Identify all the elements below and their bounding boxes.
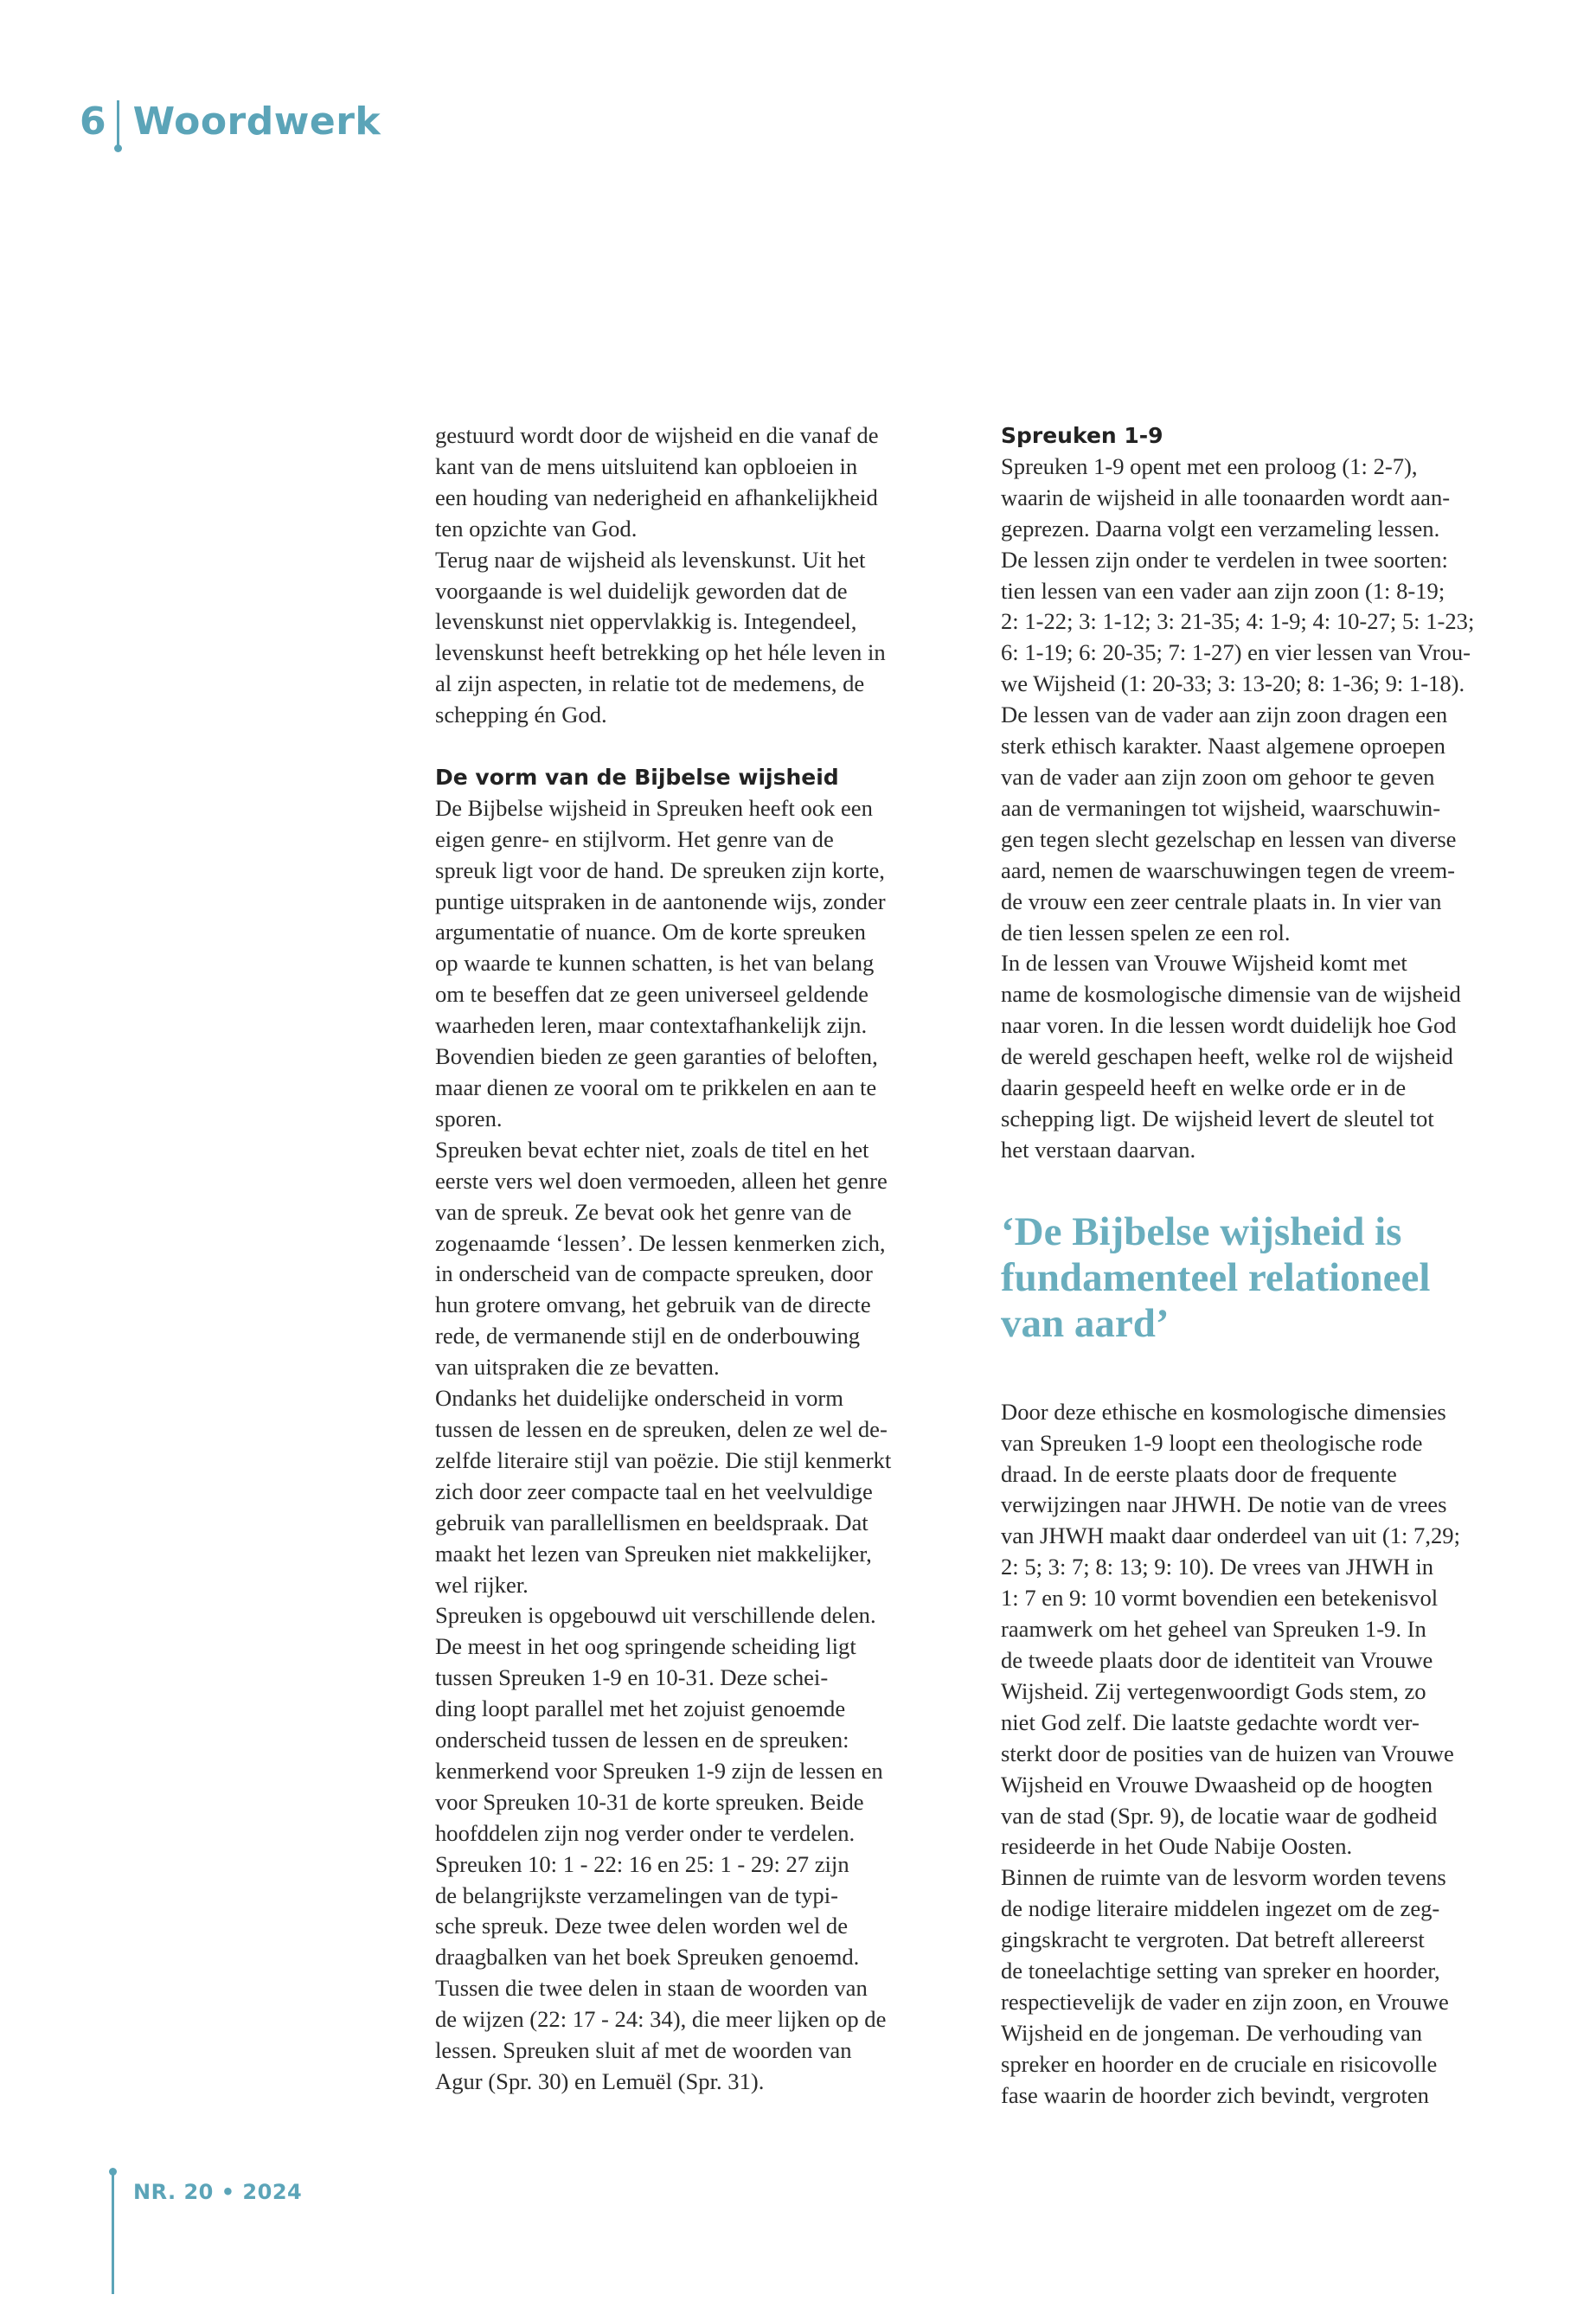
- paragraph-gap: [435, 731, 963, 762]
- footer-divider: [112, 2173, 114, 2294]
- issue-label: NR. 20 • 2024: [133, 2180, 303, 2204]
- left-paragraph-1: gestuurd wordt door de wijsheid en die vanaf de kant van de mens uitsluitend kan opbloeien in een houding van nederigheid en afhankelijkheid ten opzichte van God. Terug naar de wijsheid als levenskunst. Uit het voorgaande is wel duidelijk geworden dat de levenskunst niet oppervlakkig is. Integendeel, levenskunst heeft betrekking op het héle leven in al zijn aspecten, in relatie tot de medemens, de schepping én God.: [435, 422, 886, 728]
- page-header: [80, 95, 381, 147]
- page-number: 6: [80, 99, 106, 144]
- pull-quote: ‘De Bijbelse wijsheid is fundamenteel relationeel van aard’: [1001, 1208, 1431, 1346]
- left-heading: De vorm van de Bijbelse wijsheid: [435, 764, 839, 790]
- right-heading: Spreuken 1-9: [1001, 423, 1163, 448]
- left-paragraph-2: De Bijbelse wijsheid in Spreuken heeft ook een eigen genre- en stijlvorm. Het genre van de spreuk ligt voor de hand. De spreuken zijn korte, puntige uitspraken in de aantonende wijs, zonder argumentatie of nuance. Om de korte spreuken op waarde te kunnen schatten, is het van belang om te beseffen dat ze geen universeel geldende waarheden leren, maar contextafhankelijk zijn. Bovendien bieden ze geen garanties of beloften, maar dienen ze vooral om te prikkelen en aan te sporen. Spreuken bevat echter niet, zoals de titel en het eerste vers wel doen vermoeden, alleen het genre van de spreuk. Ze bevat ook het genre van de zogenaamde ‘lessen’. De lessen kenmerken zich, in onderscheid van de compacte spreuken, door hun grotere omvang, het gebruik van de directe rede, de vermanende stijl en de onderbouwing van uitspraken die ze bevatten. Ondanks het duidelijke onderscheid in vorm tussen de lessen en de spreuken, delen ze wel de- zelfde literaire stijl van poëzie. Die stijl kenmerkt zich door zeer compacte taal en het veelvuldige gebruik van parallellismen en beeldspraak. Dat maakt het lezen van Spreuken niet makkelijker, wel rijker. Spreuken is opgebouwd uit verschillende delen. De meest in het oog springende scheiding ligt tussen Spreuken 1-9 en 10-31. Deze schei- ding loopt parallel met het zojuist genoemde onderscheid tussen de lessen en de spreuken: kenmerkend voor Spreuken 1-9 zijn de lessen en voor Spreuken 10-31 de korte spreuken. Beide hoofddelen zijn nog verder onder te verdelen. Spreuken 10: 1 - 22: 16 en 25: 1 - 29: 27 zijn de belangrijkste verzamelingen van de typi- sche spreuk. Deze twee delen worden wel de draagbalken van het boek Spreuken genoemd. Tussen die twee delen in staan de woorden van de wijzen (22: 17 - 24: 34), die meer lijken op de lessen. Spreuken sluit af met de woorden van Agur (Spr. 30) en Lemuël (Spr. 31).: [435, 794, 892, 2095]
- left-column: [435, 420, 963, 2098]
- right-column: [1001, 420, 1529, 2112]
- right-paragraph-2: Door deze ethische en kosmologische dimensies van Spreuken 1-9 loopt een theologische rode draad. In de eerste plaats door de frequente verwijzingen naar JHWH. De notie van de vrees van JHWH maakt daar onderdeel van uit (1: 7,29; 2: 5; 3: 7; 8: 13; 9: 10). De vrees van JHWH in 1: 7 en 9: 10 vormt bovendien een betekenisvol raamwerk om het geheel van Spreuken 1-9. In de tweede plaats door de identiteit van Vrouwe Wijsheid. Zij vertegenwoordigt Gods stem, zo niet God zelf. Die laatste gedachte wordt ver- sterkt door de posities van de huizen van Vrouwe Wijsheid en Vrouwe Dwaasheid op de hoogten van de stad (Spr. 9), de locatie waar de godheid resideerde in het Oude Nabije Oosten. Binnen de ruimte van de lesvorm worden tevens de nodige literaire middelen ingezet om de zeg- gingskracht te vergroten. Dat betreft allereerst de toneelachtige setting van spreker en hoorder, respectievelijk de vader en zijn zoon, en Vrouwe Wijsheid en de jongeman. De verhouding van spreker en hoorder en de cruciale en risicovolle fase waarin de hoorder zich bevindt, vergroten: [1001, 1398, 1460, 2108]
- right-paragraph-1: Spreuken 1-9 opent met een proloog (1: 2-7), waarin de wijsheid in alle toonaarden wordt aan- geprezen. Daarna volgt een verzameling lessen. De lessen zijn onder te verdelen in twee soorten: tien lessen van een vader aan zijn zoon (1: 8-19; 2: 1-22; 3: 1-12; 3: 21-35; 4: 1-9; 4: 10-27; 5: 1-23; 6: 1-19; 6: 20-35; 7: 1-27) en vier lessen van Vrou- we Wijsheid (1: 20-33; 3: 13-20; 8: 1-36; 9: 1-18). De lessen van de vader aan zijn zoon dragen een sterk ethisch karakter. Naast algemene oproepen van de vader aan zijn zoon om gehoor te geven aan de vermaningen tot wijsheid, waarschuwin- gen tegen slecht gezelschap en lessen van diverse aard, nemen de waarschuwingen tegen de vreem- de vrouw een zeer centrale plaats in. In vier van de tien lessen spelen ze een rol. In de lessen van Vrouwe Wijsheid komt met name de kosmologische dimensie van de wijsheid naar voren. In die lessen wordt duidelijk hoe God de wereld geschapen heeft, welke rol de wijsheid daarin gespeeld heeft en welke orde er in de schepping ligt. De wijsheid levert de sleutel tot het verstaan daarvan.: [1001, 452, 1475, 1163]
- header-divider: [117, 100, 119, 145]
- section-title: Woordwerk: [132, 99, 381, 144]
